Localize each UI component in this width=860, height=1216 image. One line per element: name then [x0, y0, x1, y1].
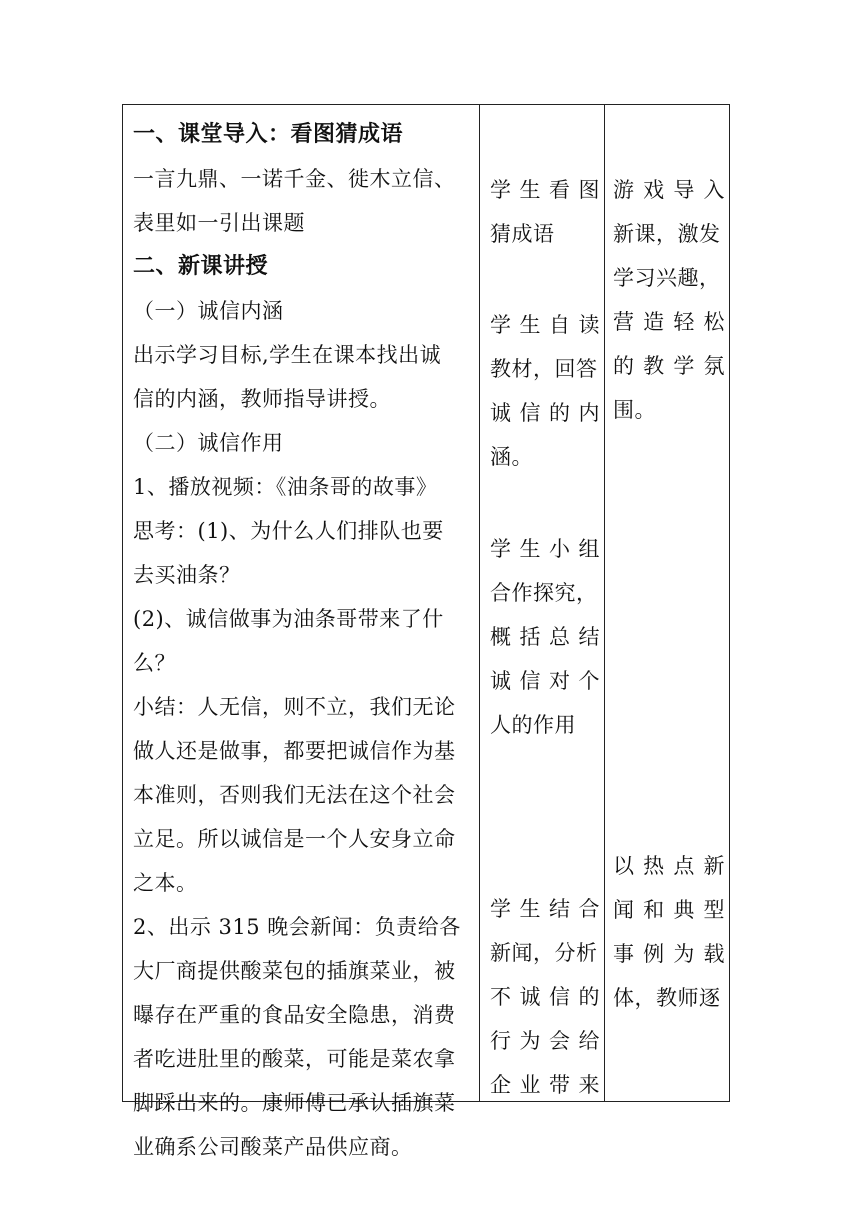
text-line: 概括总结 — [490, 625, 600, 649]
text-line: 事例为载 — [613, 942, 725, 966]
text-line: 学生结合 — [490, 897, 600, 921]
text-line: 去买油条？ — [133, 563, 241, 587]
text-line: 学生看图 — [490, 178, 600, 202]
text-line: 本准则，否则我们无法在这个社会 — [133, 783, 456, 807]
text-line: 2、出示 315 晚会新闻：负责给各 — [133, 915, 461, 939]
text-line: 脚踩出来的。康师傅已承认插旗菜 — [133, 1091, 456, 1115]
subsection-heading: （一）诚信内涵 — [133, 299, 284, 323]
text-line: 小结：人无信，则不立，我们无论 — [133, 695, 456, 719]
spacer — [613, 432, 725, 844]
text-line: 学生小组 — [490, 537, 600, 561]
text-line: 一言九鼎、一诺千金、徙木立信、 — [133, 167, 456, 191]
text-line: 企业带来 — [490, 1073, 600, 1097]
spacer — [490, 479, 600, 527]
text-line: 不诚信的 — [490, 985, 600, 1009]
text-line: 学生自读 — [490, 313, 600, 337]
text-line: 新课，激发 — [613, 222, 721, 246]
text-line: 表里如一引出课题 — [133, 211, 305, 235]
text-line: 的教学氛 — [613, 354, 725, 378]
text-line: 者吃进肚里的酸菜，可能是菜农拿 — [133, 1047, 456, 1071]
spacer — [490, 747, 600, 887]
text-line: 做人还是做事，都要把诚信作为基 — [133, 739, 456, 763]
section-heading-new-lesson: 二、新课讲授 — [133, 254, 269, 279]
text-line: 学习兴趣， — [613, 266, 721, 290]
student-activity-cell — [480, 105, 605, 1102]
spacer — [490, 105, 600, 168]
table-row — [123, 105, 730, 1102]
text-line: 么？ — [133, 651, 176, 675]
text-line: 信的内涵，教师指导讲授。 — [133, 387, 391, 411]
design-intent-cell — [605, 105, 730, 1102]
text-line: 行为会给 — [490, 1029, 600, 1053]
text-line: 合作探究， — [490, 581, 598, 605]
section-heading-intro: 一、课堂导入：看图猜成语 — [133, 122, 404, 147]
text-line: 立足。所以诚信是一个人安身立命 — [133, 827, 456, 851]
text-line: 1、播放视频：《油条哥的故事》 — [133, 475, 438, 499]
lesson-plan-table — [122, 104, 730, 1159]
text-line: 新闻，分析 — [490, 941, 598, 965]
text-line: 教材，回答 — [490, 357, 598, 381]
text-line: 诚信对个 — [490, 669, 600, 693]
text-line: 之本。 — [133, 871, 198, 895]
text-line: 业确系公司酸菜产品供应商。 — [133, 1135, 413, 1159]
text-line: 游戏导入 — [613, 178, 725, 202]
text-line: 大厂商提供酸菜包的插旗菜业，被 — [133, 959, 456, 983]
teacher-activity-cell — [123, 105, 480, 1159]
spacer — [613, 105, 725, 168]
text-line: 围。 — [613, 398, 656, 422]
text-line: 涵。 — [490, 445, 533, 469]
text-line: 诚信的内 — [490, 401, 600, 425]
spacer — [490, 256, 600, 303]
text-line: 思考：(1)、为什么人们排队也要 — [133, 519, 444, 543]
text-line: 体，教师逐 — [613, 986, 721, 1010]
text-line: 猜成语 — [490, 222, 555, 246]
text-line: 出示学习目标,学生在课本找出诚 — [133, 343, 442, 367]
text-line: 曝存在严重的食品安全隐患，消费 — [133, 1003, 456, 1027]
text-line: 闻和典型 — [613, 898, 725, 922]
text-line: 营造轻松 — [613, 310, 725, 334]
text-line: 以热点新 — [613, 854, 725, 878]
text-line: (2)、诚信做事为油条哥带来了什 — [133, 607, 444, 631]
subsection-heading: （二）诚信作用 — [133, 431, 284, 455]
text-line: 人的作用 — [490, 713, 576, 737]
